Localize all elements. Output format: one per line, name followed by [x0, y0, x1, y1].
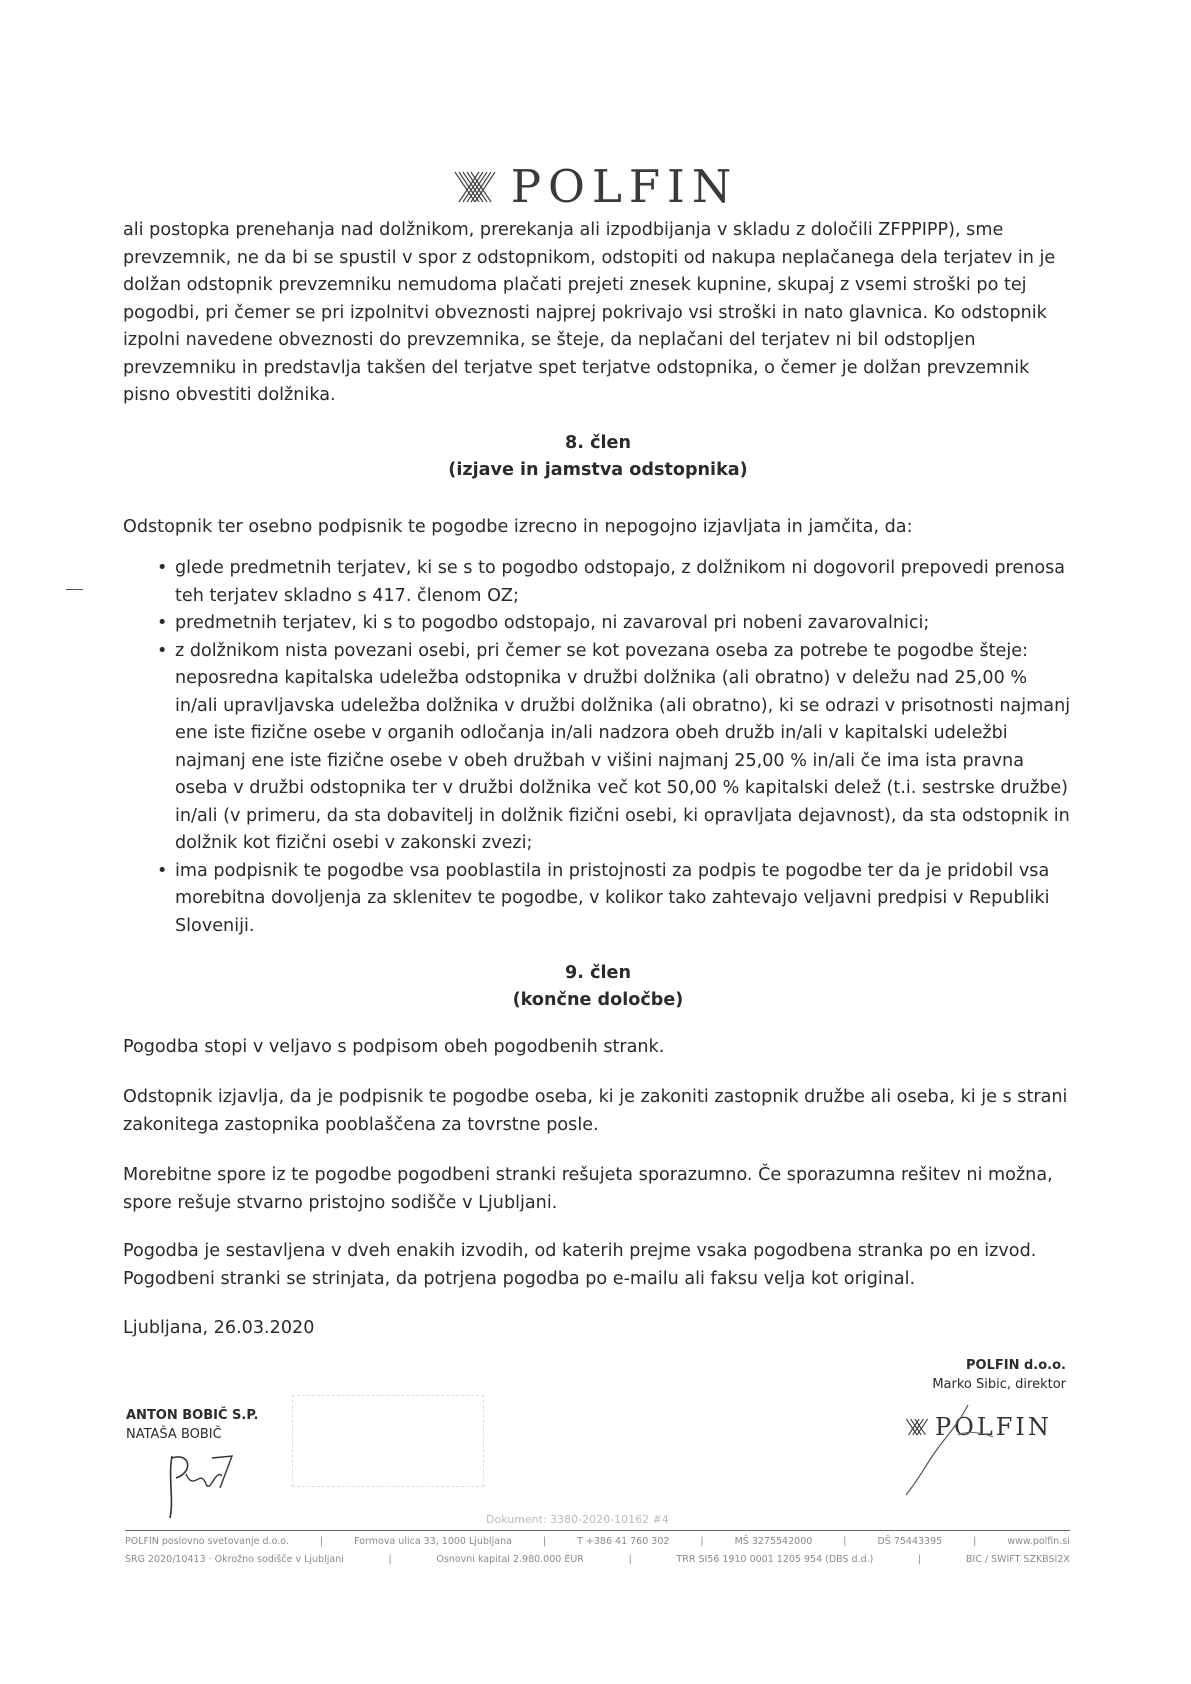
- footer-line-2: SRG 2020/10413 · Okrožno sodišče v Ljubljani | Osnovni kapital 2.980.000 EUR | TRR SI56 1910 0001 1205 954 (DBS d.d.) | BIC / SWIFT SZKBSI2X: [125, 1554, 1070, 1565]
- signatory-right-person: Marko Sibic, direktor: [932, 1377, 1066, 1392]
- signature-left: [160, 1448, 240, 1523]
- final-paragraph-1: Pogodba stopi v veljavo s podpisom obeh pogodbenih strank.: [123, 1037, 665, 1057]
- polfin-logo-icon: [453, 170, 497, 204]
- signatory-right-company: POLFIN d.o.o.: [966, 1358, 1066, 1373]
- final-paragraph-3: Morebitne spore iz te pogodbe pogodbeni stranki rešujeta sporazumno. Če sporazumna rešitev ni možna, spore rešuje stvarno pristojno sodišče v Ljubljani.: [123, 1165, 1053, 1213]
- article-8-number: 8. člen: [565, 433, 631, 453]
- article-9-number: 9. člen: [565, 963, 631, 983]
- article-8-title: (izjave in jamstva odstopnika): [448, 460, 748, 480]
- article-8-intro: Odstopnik ter osebno podpisnik te pogodbe izrecno in nepogojno izjavljata in jamčita, da:: [123, 517, 913, 537]
- continuation-paragraph: ali postopka prenehanja nad dolžnikom, prerekanja ali izpodbijanja v skladu z določili ZFPPIPP), sme prevzemnik, ne da bi se spustil v spor z odstopnikom, odstopiti od nakupa neplačanega dela terjatev in je dolžan odstopnik prevzemniku nemudoma plačati prejeti znesek kupnine, skupaj z vsemi stroški po tej pogodbi, pri čemer se pri izpolnitvi obveznosti najprej pokrivajo vsi stroški in nato glavnica. Ko odstopnik izpolni navedene obveznosti do prevzemnika, se šteje, da neplačani del terjatev ni bil odstopljen prevzemniku in predstavlja takšen del terjatve spet terjatve odstopnika, o čemer je dolžan prevzemnik pisno obvestiti dolžnika.: [123, 220, 1056, 405]
- list-item: • glede predmetnih terjatev, ki se s to pogodbo odstopajo, z dolžnikom ni dogovoril prepovedi prenosa teh terjatev skladno s 417. členom OZ;: [153, 555, 1073, 610]
- list-item: • z dolžnikom nista povezani osebi, pri čemer se kot povezana oseba za potrebe te pogodbe šteje: neposredna kapitalska udeležba odstopnika v družbi dolžnika (ali obratno) v deležu nad 25,00 % in/ali upravljavska udeležba dolžnika v družbi dolžnika (ali obratno), ki se odrazi v prisotnosti najmanj ene iste fizične osebe v organih odločanja in/ali nadzora obeh družb in/ali v kapitalski udeležbi najmanj ene iste fizične osebe v obeh družbah v višini najmanj 25,00 % in/ali če ima ista pravna oseba v družbi odstopnika ter v družbi dolžnika več kot 50,00 % kapitalski delež (t.i. sestrske družbe) in/ali (v primeru, da sta dobavitelj in dolžnik fizični osebi, ki opravljata dejavnost), da sta odstopnik in dolžnik kot fizični osebi v zakonski zvezi;: [153, 638, 1073, 858]
- article-9-heading: [123, 960, 1073, 1014]
- faded-stamp: [292, 1395, 484, 1487]
- footer-divider: [125, 1530, 1070, 1531]
- document-number: Dokument: 3380-2020-10162 #4: [486, 1513, 669, 1526]
- margin-mark: [66, 589, 83, 590]
- signatory-left-company: ANTON BOBIČ S.P.: [126, 1408, 259, 1423]
- signatory-left-person: NATAŠA BOBIČ: [126, 1427, 222, 1442]
- article-9-title: (končne določbe): [512, 990, 684, 1010]
- header-logo: [0, 160, 1191, 213]
- article-8-heading: [123, 430, 1073, 484]
- place-date: Ljubljana, 26.03.2020: [123, 1318, 315, 1338]
- final-paragraph-2: Odstopnik izjavlja, da je podpisnik te pogodbe oseba, ki je zakoniti zastopnik družbe ali oseba, ki je s strani zakonitega zastopnika pooblaščena za tovrstne posle.: [123, 1087, 1068, 1135]
- logo-text: POLFIN: [510, 160, 739, 213]
- signatory-left: [126, 1406, 258, 1444]
- signatory-right: [932, 1356, 1066, 1394]
- list-item: • predmetnih terjatev, ki s to pogodbo odstopajo, ni zavaroval pri nobeni zavarovalnici;: [153, 610, 1073, 638]
- article-8-bullet-list: [153, 555, 1073, 940]
- stamp-text: POLFIN: [935, 1413, 1052, 1441]
- list-item: • ima podpisnik te pogodbe vsa pooblastila in pristojnosti za podpis te pogodbe ter da je pridobil vsa morebitna dovoljenja za sklenitev te pogodbe, v kolikor tako zahtevajo veljavni predpisi v Republiki Sloveniji.: [153, 858, 1073, 941]
- footer-line-1: POLFIN poslovno svetovanje d.o.o. | Formova ulica 33, 1000 Ljubljana | T +386 41 760 302 | MŠ 3275542000 | DŠ 75443395 | www.polfin.si: [125, 1536, 1070, 1547]
- signature-right: [898, 1395, 1018, 1505]
- final-paragraph-4: Pogodba je sestavljena v dveh enakih izvodih, od katerih prejme vsaka pogodbena stranka po en izvod. Pogodbeni stranki se strinjata, da potrjena pogodba po e-mailu ali faksu velja kot original.: [123, 1241, 1037, 1289]
